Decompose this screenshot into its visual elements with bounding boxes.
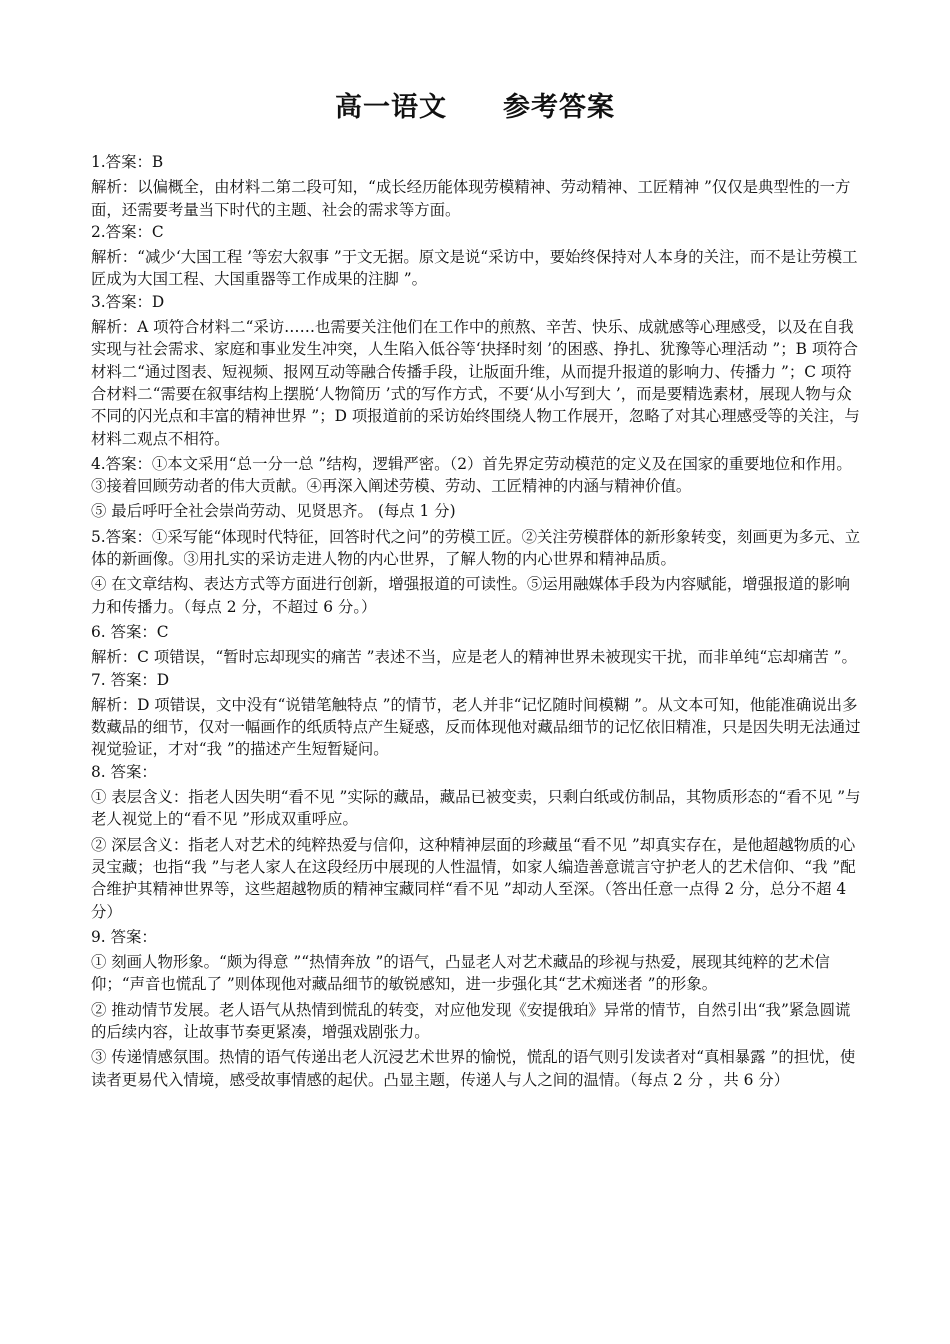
q1-analysis: 解析：以偏概全，由材料二第二段可知，“成长经历能体现劳模精神、劳动精神、工匠精神 ”仅仅是典型性的一方面，还需要考量当下时代的主题、社会的需求等方面。 [91, 178, 851, 219]
q3-answer: 3.答案：D [91, 292, 165, 311]
q5-answer-points-4-5: ④ 在文章结构、表达方式等方面进行创新，增强报道的可读性。⑤运用融媒体手段为内容赋能，增强报道的影响力和传播力。（每点 2 分，不超过 6 分。） [91, 575, 851, 616]
title-subject: 高一语文 [335, 92, 447, 123]
q4-answer: 4.答案：①本文采用“总一分一总 ”结构，逻辑严密。（2）首先界定劳动模范的定义及在国家的重要地位和作用。③接着回顾劳动者的伟大贡献。④再深入阐述劳模、劳动、工匠精神的内涵与精神价值。 [91, 454, 852, 496]
q7-answer: 7. 答案：D [91, 670, 170, 689]
q9-point-2: ② 推动情节发展。老人语气从热情到慌乱的转变，对应他发现《安提俄珀》异常的情节，自然引出“我”紧急圆谎的后续内容，让故事节奏更紧凑，增强戏剧张力。 [91, 1000, 851, 1041]
q9-point-3: ③ 传递情感氛围。热情的语气传递出老人沉浸艺术世界的愉悦，慌乱的语气则引发读者对“真相暴露 ”的担忧，使读者更易代入情境，感受故事情感的起伏。凸显主题，传递人与人之间的温情。（每点 2 分 ，共 6 分） [91, 1048, 856, 1089]
q9-point-1: ① 刻画人物形象。“颇为得意 ”“热情奔放 ”的语气，凸显老人对艺术藏品的珍视与热爱，展现其纯粹的艺术信仰；“声音也慌乱了 ”则体现他对藏品细节的敏锐感知，进一步强化其“艺术痴迷者 ”的形象。 [91, 953, 830, 994]
q3-analysis: 解析：A 项符合材料二“采访……也需要关注他们在工作中的煎熬、辛苦、快乐、成就感等心理感受，以及在自我实现与社会需求、家庭和事业发生冲突，人生陷入低谷等‘抉择时刻 ’的困惑、挣扎、犹豫等心理活动 ”；B 项符合材料二“通过图表、短视频、报网互动等融合传播手段，让版面升维，从而提升报道的影响力、传播力 ”；C 项符合材料二“需要在叙事结构上摆脱‘人物简历 ’式的写作方式，不要‘从小写到大 ’，而是要精选素材，展现人物与众不同的闪光点和丰富的精神世界 ”；D 项报道前的采访始终围绕人物工作展开，忽略了对其心理感受等的关注，与材料二观点不相符。 [91, 318, 860, 448]
q6-answer: 6. 答案：C [91, 622, 169, 641]
answer-content [91, 151, 863, 1091]
page-title [0, 88, 950, 128]
title-answer-key: 参考答案 [503, 92, 615, 123]
q4-answer-point-5: ⑤ 最后呼吁全社会崇尚劳动、见贤思齐。 (每点 1 分) [91, 502, 456, 521]
q5-answer: 5.答案：①采写能“体现时代特征，回答时代之问”的劳模工匠。②关注劳模群体的新形象转变，刻画更为多元、立体的新画像。③用扎实的采访走进人物的内心世界，了解人物的内心世界和精神品质。 [91, 527, 861, 569]
q8-point-2: ② 深层含义：指老人对艺术的纯粹热爱与信仰，这种精神层面的珍藏虽“看不见 ”却真实存在，是他超越物质的心灵宝藏；也指“我 ”与老人家人在这段经历中展现的人性温情，如家人编造善意谎言守护老人的艺术信仰、“我 ”配合维护其精神世界等，这些超越物质的精神宝藏同样“看不见 ”却动人至深。（答出任意一点得 2 分，总分不超 4 分） [91, 835, 856, 921]
q7-analysis: 解析：D 项错误，文中没有“说错笔触特点 ”的情节，老人并非“记忆随时间模糊 ”。从文本可知，他能准确说出多数藏品的细节，仅对一幅画作的纸质特点产生疑惑，反而体现他对藏品细节的记忆依旧精准，只是因失明无法通过视觉验证，才对“我 ”的描述产生短暂疑问。 [91, 695, 861, 759]
q6-analysis: 解析：C 项错误，“暂时忘却现实的痛苦 ”表述不当，应是老人的精神世界未被现实干扰，而非单纯“忘却痛苦 ”。 [91, 648, 857, 667]
q8-answer: 8. 答案： [91, 762, 157, 781]
q2-answer: 2.答案：C [91, 222, 164, 241]
q1-answer: 1.答案：B [91, 153, 164, 171]
q2-analysis: 解析：“减少‘大国工程 ’等宏大叙事 ”于文无据。原文是说“采访中，要始终保持对人本身的关注，而不是让劳模工匠成为大国工程、大国重器等工作成果的注脚 ”。 [91, 248, 858, 289]
q9-answer: 9. 答案： [91, 927, 157, 946]
q8-point-1: ① 表层含义：指老人因失明“看不见 ”实际的藏品，藏品已被变卖，只剩白纸或仿制品，其物质形态的“看不见 ”与老人视觉上的“看不见 ”形成双重呼应。 [91, 788, 861, 829]
